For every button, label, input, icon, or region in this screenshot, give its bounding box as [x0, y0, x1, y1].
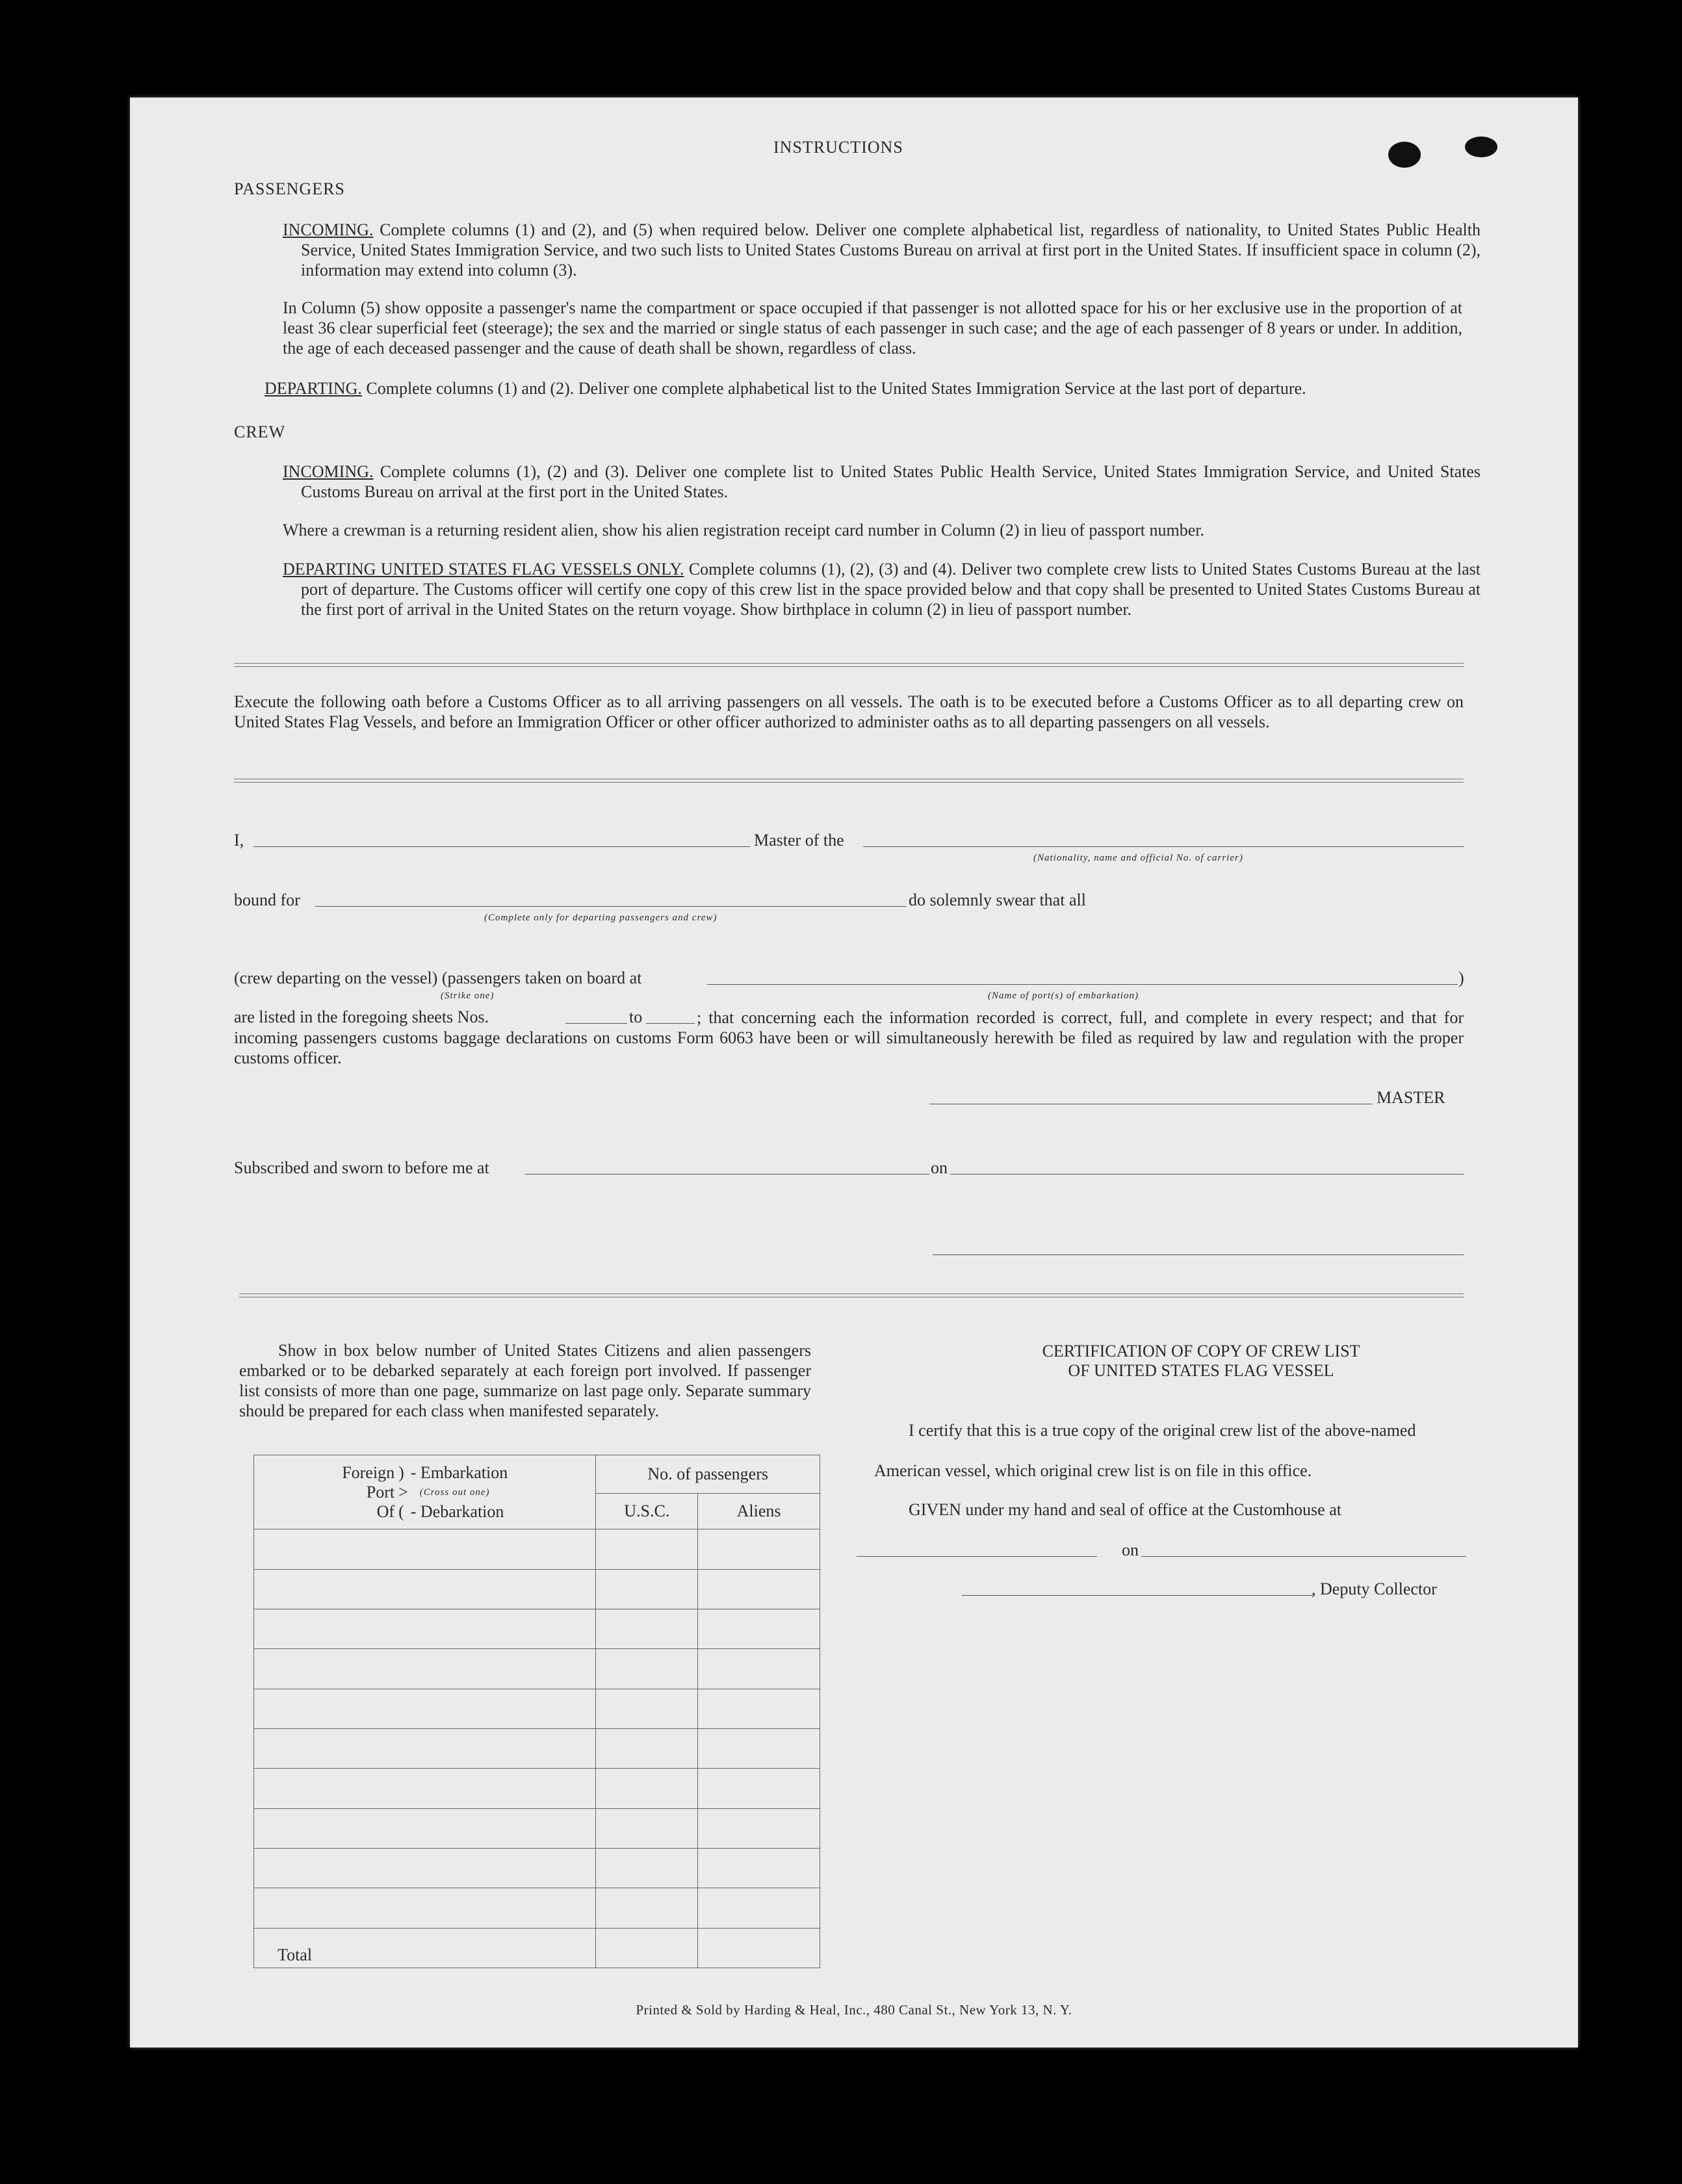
crew-resident: Where a crewman is a returning resident alien, show his alien registration receipt card number in Column (2) in lieu of passport number. — [283, 521, 1205, 540]
master-name-field[interactable] — [253, 846, 750, 847]
aliens-cell[interactable] — [698, 1808, 820, 1848]
total-aliens-cell[interactable] — [698, 1928, 820, 1968]
officer-signature-field[interactable] — [933, 1254, 1464, 1255]
sworn-date-field[interactable] — [950, 1174, 1464, 1175]
to-label: to — [629, 1008, 643, 1026]
customhouse-field[interactable] — [857, 1556, 1097, 1557]
table-row — [254, 1649, 820, 1689]
passengers-incoming-text: Complete columns (1) and (2), and (5) when required below. Deliver one complete alphabetical list, regardless of nationality, to United States Public Health Service, United States Immigration Service, and two such lists to United States Customs Bureau on arrival at first port in the United States. If insufficient space in column (2), information may extend into column (3). — [301, 220, 1481, 280]
cert-on-label: on — [1122, 1540, 1139, 1559]
usc-cell[interactable] — [596, 1689, 698, 1728]
total-usc-cell[interactable] — [596, 1928, 698, 1968]
col-no-passengers: No. of passengers — [596, 1455, 820, 1494]
crew-departing — [283, 559, 1481, 619]
sworn-on-label: on — [931, 1158, 948, 1177]
given-text: GIVEN under my hand and seal of office at the Customhouse at — [909, 1500, 1341, 1519]
certify-line2: American vessel, which original crew list is on file in this office. — [874, 1461, 1312, 1480]
col-foreign: Foreign — [342, 1462, 395, 1482]
usc-cell[interactable] — [596, 1848, 698, 1888]
aliens-cell[interactable] — [698, 1888, 820, 1928]
oath-i-label: I, — [234, 831, 244, 850]
ports-caption: (Name of port(s) of embarkation) — [988, 991, 1139, 1001]
aliens-cell[interactable] — [698, 1609, 820, 1649]
solemnly-label: do solemnly swear that all — [909, 890, 1086, 909]
usc-cell[interactable] — [596, 1649, 698, 1689]
passengers-column5: In Column (5) show opposite a passenger's name the compartment or space occupied if that passenger is not allotted space for his or her exclusive use in the proportion of at least 36 clear superficial feet (steerage); the sex and the married or single status of each passenger in such case; and the age of each passenger of 8 years or under. In addition, the age of each deceased passenger and the cause of death shall be shown, regardless of class. — [283, 298, 1462, 358]
port-cell[interactable] — [254, 1888, 596, 1928]
passengers-incoming-label: INCOMING. — [283, 220, 374, 239]
col-cross-out: (Cross out one) — [419, 1487, 490, 1498]
port-cell[interactable] — [254, 1848, 596, 1888]
printer-footer: Printed & Sold by Harding & Heal, Inc., 480 Canal St., New York 13, N. Y. — [636, 2002, 1072, 2018]
table-row — [254, 1729, 820, 1769]
table-row — [254, 1888, 820, 1928]
port-cell[interactable] — [254, 1529, 596, 1569]
master-of-label: Master of the — [754, 831, 844, 850]
table-row — [254, 1769, 820, 1808]
port-cell[interactable] — [254, 1808, 596, 1848]
complete-only-caption: (Complete only for departing passengers and crew) — [484, 913, 718, 923]
divider — [239, 1294, 1464, 1297]
certify-line1: I certify that this is a true copy of the original crew list of the above-named — [909, 1421, 1416, 1440]
crew-incoming — [283, 462, 1481, 502]
carrier-field[interactable] — [863, 846, 1464, 847]
col-debarkation: - Debarkation — [410, 1502, 504, 1521]
port-cell[interactable] — [254, 1609, 596, 1649]
subscribed-label: Subscribed and sworn to before me at — [234, 1158, 489, 1177]
aliens-cell[interactable] — [698, 1689, 820, 1728]
table-row — [254, 1529, 820, 1569]
nationality-caption: (Nationality, name and official No. of carrier) — [1033, 853, 1243, 863]
certification-title-line1: CERTIFICATION OF COPY OF CREW LIST — [1042, 1342, 1360, 1360]
listed-label: are listed in the foregoing sheets Nos. — [234, 1008, 489, 1026]
aliens-cell[interactable] — [698, 1529, 820, 1569]
total-label: Total — [254, 1928, 596, 1968]
aliens-cell[interactable] — [698, 1769, 820, 1808]
col-aliens: Aliens — [698, 1494, 820, 1529]
passengers-departing-label: DEPARTING. — [265, 379, 362, 398]
port-cell[interactable] — [254, 1689, 596, 1728]
col-port: Port — [366, 1482, 395, 1502]
port-cell[interactable] — [254, 1729, 596, 1769]
table-row — [254, 1689, 820, 1728]
listed-rest: ; that concerning each the information recorded is correct, full, and complete in every respect; and that for incoming passengers customs baggage declarations on customs Form 6063 have been or will simultaneously herewith be filed as required by law and regulation with the proper customs officer. — [234, 1008, 1464, 1067]
ink-blot — [1465, 136, 1497, 157]
divider — [234, 779, 1464, 783]
oath-intro: Execute the following oath before a Customs Officer as to all arriving passengers on all vessels. The oath is to be executed before a Customs Officer as to all departing crew on United States Flag Vessels, and before an Immigration Officer or other officer authorized to administer oaths as to all departing passengers on all vessels. — [234, 692, 1464, 731]
crew-departing-label: (crew departing on the vessel) (passengers taken on board at — [234, 968, 642, 987]
usc-cell[interactable] — [596, 1769, 698, 1808]
crew-departing-label: DEPARTING UNITED STATES FLAG VESSELS ONLY. — [283, 560, 684, 578]
bound-for-label: bound for — [234, 890, 300, 909]
certification-title-line2: OF UNITED STATES FLAG VESSEL — [1068, 1361, 1334, 1380]
passengers-title: PASSENGERS — [234, 179, 345, 198]
strike-one-caption: (Strike one) — [441, 991, 495, 1001]
destination-field[interactable] — [315, 906, 907, 907]
divider — [234, 663, 1464, 667]
table-row — [254, 1569, 820, 1609]
crew-title: CREW — [234, 422, 286, 441]
crew-incoming-label: INCOMING. — [283, 462, 374, 481]
aliens-cell[interactable] — [698, 1729, 820, 1769]
master-label: MASTER — [1377, 1088, 1445, 1107]
passengers-departing — [265, 378, 1462, 398]
sworn-place-field[interactable] — [525, 1174, 929, 1175]
deputy-label: , Deputy Collector — [1312, 1580, 1437, 1598]
usc-cell[interactable] — [596, 1729, 698, 1769]
aliens-cell[interactable] — [698, 1848, 820, 1888]
aliens-cell[interactable] — [698, 1649, 820, 1689]
usc-cell[interactable] — [596, 1888, 698, 1928]
col-of: Of — [376, 1502, 395, 1521]
usc-cell[interactable] — [596, 1529, 698, 1569]
ports-field[interactable] — [707, 984, 1458, 985]
summary-instructions: Show in box below number of United States Citizens and alien passengers embarked or to be debarked separately at each foreign port involved. If passenger list consists of more than one page, summarize on last page only. Separate summary should be prepared for each class when manifested separately. — [239, 1341, 811, 1420]
aliens-cell[interactable] — [698, 1569, 820, 1609]
table-row — [254, 1848, 820, 1888]
cert-date-field[interactable] — [1141, 1556, 1466, 1557]
col-usc: U.S.C. — [596, 1494, 698, 1529]
table-row — [254, 1808, 820, 1848]
deputy-signature-field[interactable] — [962, 1595, 1313, 1596]
passenger-summary-table — [253, 1455, 820, 1968]
col-embarkation: - Embarkation — [410, 1462, 508, 1482]
port-cell[interactable] — [254, 1649, 596, 1689]
usc-cell[interactable] — [596, 1569, 698, 1609]
close-paren: ) — [1458, 968, 1464, 987]
table-row — [254, 1609, 820, 1649]
page-heading: INSTRUCTIONS — [773, 138, 903, 157]
form-page — [130, 98, 1578, 2048]
usc-cell[interactable] — [596, 1609, 698, 1649]
crew-departing-text: Complete columns (1), (2), (3) and (4). Deliver two complete crew lists to United States Customs Bureau at the last port of departure. The Customs officer will certify one copy of this crew list in the space provided below and that copy shall be presented to United States Customs Bureau at the first port of arrival in the United States on the return voyage. Show birthplace in column (2) in lieu of passport number. — [301, 560, 1481, 619]
crew-incoming-text: Complete columns (1), (2) and (3). Deliver one complete list to United States Public Health Service, United States Immigration Service, and United States Customs Bureau on arrival at the first port in the United States. — [301, 462, 1481, 501]
certification-title — [936, 1342, 1466, 1381]
port-header-cell: Foreign Port Of ) > ( - Embarkation (Cross out one) - Debarkation — [254, 1455, 596, 1529]
passengers-incoming — [283, 220, 1481, 280]
usc-cell[interactable] — [596, 1808, 698, 1848]
passengers-departing-text: Complete columns (1) and (2). Deliver one complete alphabetical list to the United States Immigration Service at the last port of departure. — [366, 379, 1306, 398]
port-cell[interactable] — [254, 1569, 596, 1609]
port-cell[interactable] — [254, 1769, 596, 1808]
ink-blot — [1388, 142, 1421, 168]
